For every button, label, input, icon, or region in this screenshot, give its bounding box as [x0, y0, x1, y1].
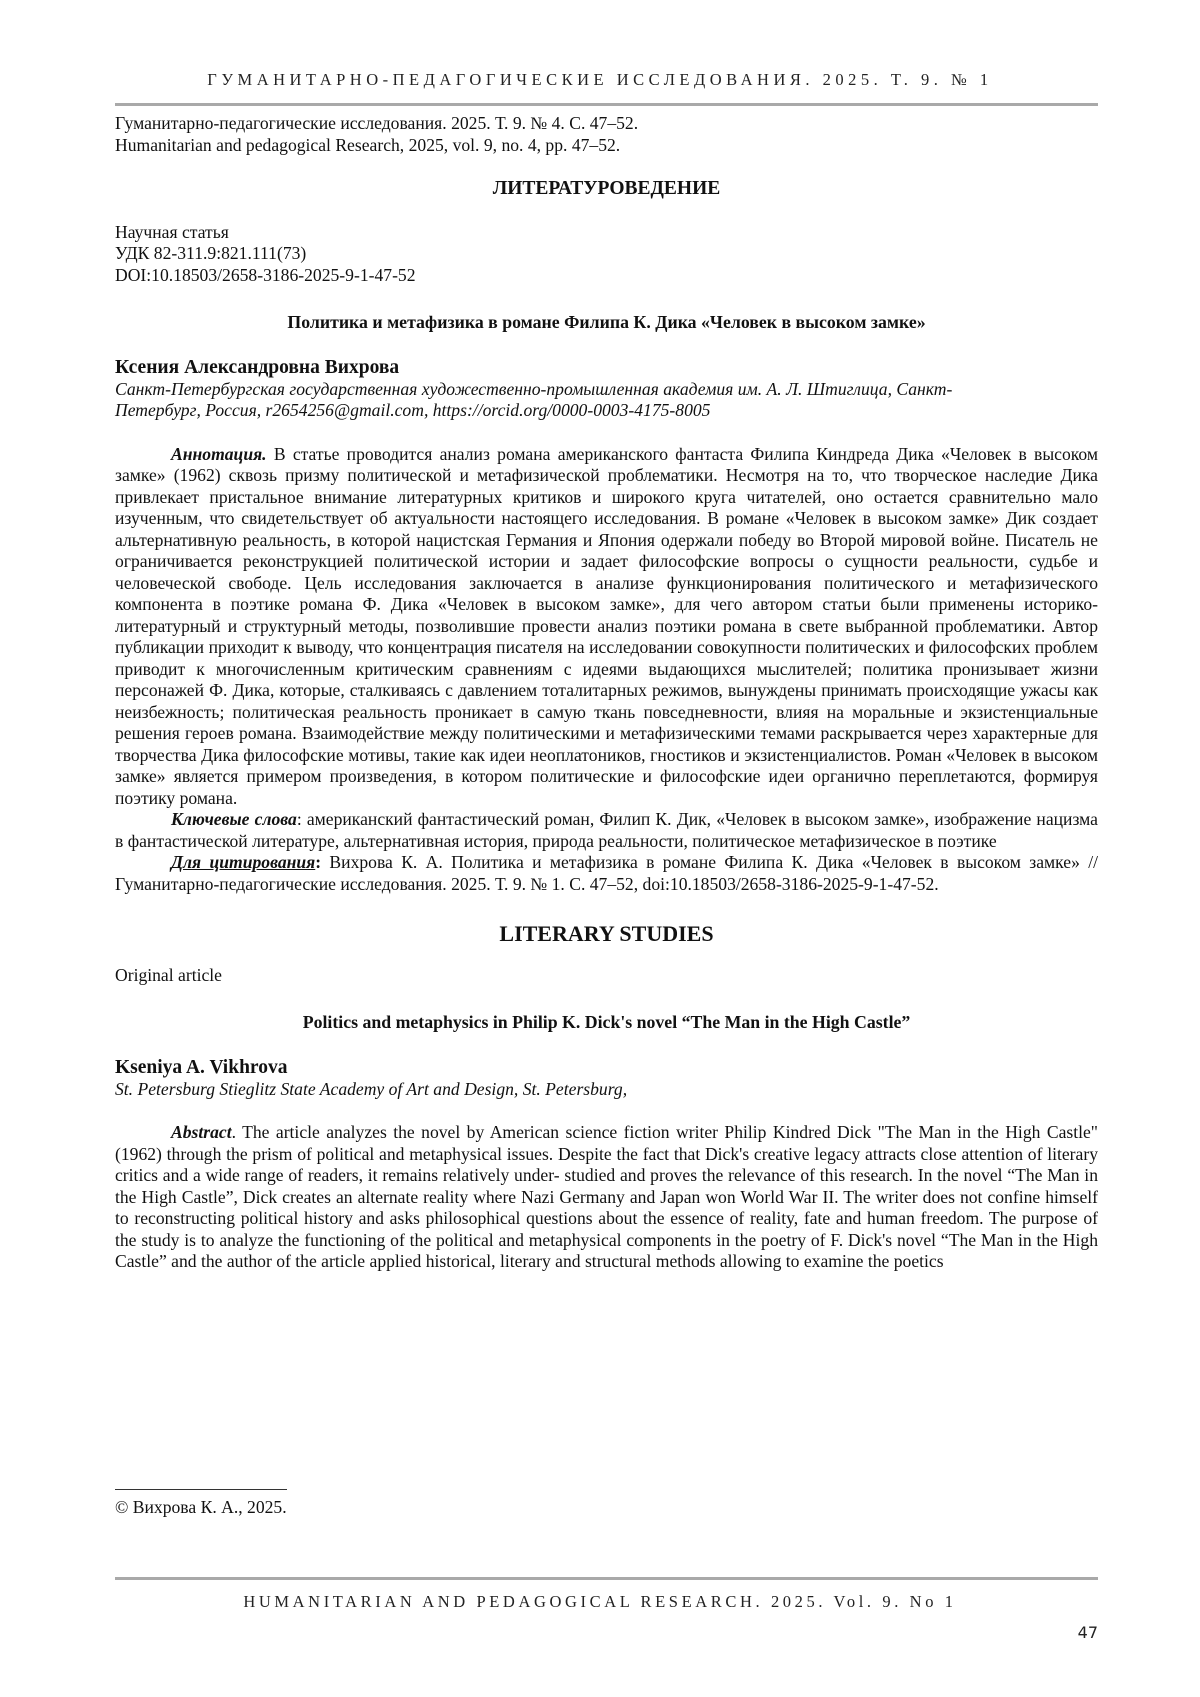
- cite-colon-ru: :: [315, 852, 322, 872]
- udc-code: УДК 82-311.9:821.111(73): [115, 243, 307, 263]
- article-title-en: Politics and metaphysics in Philip K. Dick's novel “The Man in the High Castle”: [302, 1012, 911, 1032]
- affiliation-ru-line2: Петербург, Россия, r2654256@gmail.com, https://orcid.org/0000-0003-4175-8005: [115, 400, 711, 420]
- cite-label-ru: Для цитирования: [171, 852, 316, 872]
- running-footer: HUMANITARIAN AND PEDAGOGICAL RESEARCH. 2025. Vol. 9. No 1: [243, 1592, 957, 1611]
- citation-block-ru: [115, 852, 1098, 895]
- header-rule: [115, 103, 1098, 106]
- article-title-ru: Политика и метафизика в романе Филипа К. Дика «Человек в высоком замке»: [287, 312, 926, 332]
- citation-ru: Гуманитарно-педагогические исследования. 2025. Т. 9. № 4. С. 47–52.: [115, 113, 639, 133]
- footer-rule: [115, 1577, 1098, 1580]
- cite-text-ru: Вихрова К. А. Политика и метафизика в романе Филипа К. Дика «Человек в высоком замке» // Гуманитарно-педагогические исследования. 2025. Т. 9. № 1. С. 47–52, doi:10.18503/2658-3186-2025-9-1-47-52.: [115, 852, 1098, 894]
- abstract-ru: [115, 444, 1098, 810]
- footnote-rule: [115, 1489, 287, 1490]
- abstract-en: [115, 1122, 1098, 1273]
- affiliation-ru-line1: Санкт-Петербургская государственная художественно-промышленная академия им. А. Л. Штиглица, Санкт-: [115, 378, 953, 399]
- keywords-label-ru: Ключевые слова: [171, 809, 297, 829]
- keywords-ru: [115, 809, 1098, 852]
- abstract-label-en: Abstract: [171, 1122, 232, 1142]
- abstract-text-en: . The article analyzes the novel by American science fiction writer Philip Kindred Dick "The Man in the High Castle" (1962) through the prism of political and metaphysical issues. Despite the fact that Dick's creative legacy attracts close attention of literary critics and a wide range of readers, it remains relatively under- studied and proves the relevance of this research. In the novel “The Man in the High Castle”, Dick creates an alternate reality where Nazi Germany and Japan won World War II. The writer does not confine himself to reconstructing political history and asks philosophical questions about the essence of reality, fate and human freedom. The purpose of the study is to analyze the functioning of the political and metaphysical components in the poetry of F. Dick's novel “The Man in the High Castle” and the author of the article applied historical, literary and structural methods allowing to examine the poetics: [115, 1122, 1098, 1271]
- section-title-en: LITERARY STUDIES: [499, 921, 714, 946]
- author-name-en: Kseniya A. Vikhrova: [115, 1056, 288, 1078]
- citation-en: Humanitarian and pedagogical Research, 2025, vol. 9, no. 4, pp. 47–52.: [115, 134, 621, 155]
- article-type-ru: Научная статья: [115, 221, 229, 242]
- affiliation-en: St. Petersburg Stieglitz State Academy of Art and Design, St. Petersburg,: [115, 1078, 628, 1099]
- page-content: [115, 113, 1098, 1273]
- page-number: 47: [1077, 1623, 1098, 1642]
- keywords-text-ru: : американский фантастический роман, Филип К. Дик, «Человек в высоком замке», изображение нацизма в фантастической литературе, альтернативная история, природа реальности, политическое метафизическое в поэтике: [115, 809, 1098, 851]
- copyright-footnote: © Вихрова К. А., 2025.: [115, 1497, 287, 1517]
- author-name-ru: Ксения Александровна Вихрова: [115, 356, 400, 378]
- abstract-label-ru: Аннотация.: [171, 443, 267, 464]
- abstract-text-ru: В статье проводится анализ романа американского фантаста Филипа Киндреда Дика «Человек в высоком замке» (1962) сквозь призму политической и метафизической проблематики. Несмотря на то, что творческое наследие Дика привлекает пристальное внимание литературных критиков и широкого круга читателей, оно остается сравнительно мало изученным, что свидетельствует об актуальности настоящего исследования. В романе «Человек в высоком замке» Дик создает альтернативную реальность, в которой нацистская Германия и Япония одержали победу во Второй мировой войне. Писатель не ограничивается реконструкцией политической истории и задает философские вопросы о сущности реальности, судьбе и человеческой свободе. Цель исследования заключается в анализе функционирования политического и метафизического компонента в поэтике романа Ф. Дика «Человек в высоком замке», для чего автором статьи были применены историко-литературный и структурный методы, позволившие провести анализ поэтики романа в свете выбранной проблематики. Автор публикации приходит к выводу, что концентрация писателя на исследовании совокупности политических и философских проблем приводит к многочисленным критическим сравнениям с идеями выдающихся мыслителей; политика пронизывает жизни персонажей Ф. Дика, которые, сталкиваясь с давлением тоталитарных режимов, вынуждены принимать происходящие ужасы как неизбежность; политическая реальность проникает в самую ткань повседневности, влияя на моральные и экзистенциальные решения героев романа. Взаимодействие между политическими и метафизическими темами раскрывается через характерные для творчества Дика философские мотивы, такие как идеи неоплатоников, гностиков и экзистенциалистов. Роман «Человек в высоком замке» является примером произведения, в котором политические и философские идеи органично переплетаются, формируя поэтику романа.: [115, 443, 1098, 808]
- section-title-ru: ЛИТЕРАТУРОВЕДЕНИЕ: [492, 178, 721, 199]
- running-header: ГУМАНИТАРНО-ПЕДАГОГИЧЕСКИЕ ИССЛЕДОВАНИЯ. 2025. Т. 9. № 1: [207, 70, 993, 89]
- doi: DOI:10.18503/2658-3186-2025-9-1-47-52: [115, 264, 416, 285]
- article-type-en: Original article: [115, 964, 222, 985]
